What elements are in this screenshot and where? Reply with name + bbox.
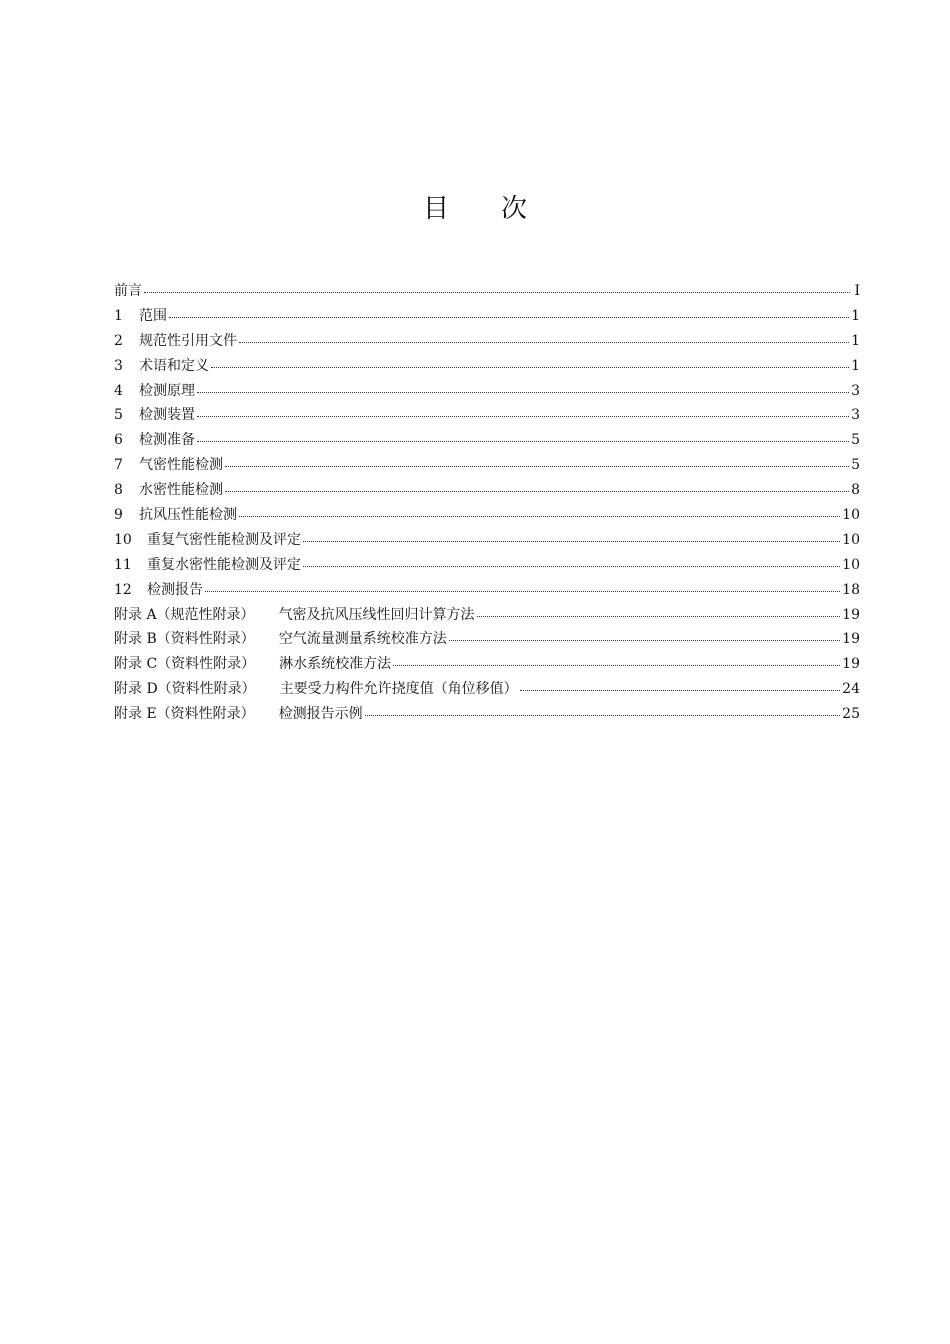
toc-entry-page-number: 10 [842,507,860,524]
toc-entry-page-number: 25 [842,706,860,723]
toc-entry[interactable] [114,354,860,379]
toc-entry-page-number: 1 [851,357,860,374]
toc-entry-leader-dots [197,405,849,419]
toc-entry-page-number: I [854,283,860,299]
toc-entry-leader-dots [205,580,840,594]
toc-entry-leader-dots [211,356,849,370]
toc-entry-page-number: 8 [851,482,860,499]
toc-entry-appendix-prefix-text: 附录 B（资料性附录） [114,631,255,648]
toc-entry-label: 重复气密性能检测及评定 [147,531,301,548]
toc-entry[interactable] [114,677,860,702]
toc-entry-leader-dots [225,480,849,494]
toc-entry[interactable] [114,478,860,503]
toc-entry-label: 检测报告示例 [278,706,363,723]
toc-entry-appendix-prefix [114,627,279,652]
toc-title [0,188,950,225]
toc-entry-page-number: 19 [842,606,860,623]
toc-entry-page-number: 1 [851,307,860,324]
toc-entry-page-number: 3 [851,407,860,424]
toc-entry-label: 规范性引用文件 [139,332,237,349]
toc-entry-page-number: 19 [842,631,860,648]
toc-entry-label: 淋水系统校准方法 [279,656,392,673]
toc-entry-label: 检测原理 [139,382,195,399]
toc-entry-page-number: 24 [842,681,860,698]
toc-entry-page-number: 19 [842,656,860,673]
toc-entry-leader-dots [239,331,849,345]
toc-entry-label: 检测装置 [139,407,195,424]
toc-entry[interactable] [114,553,860,578]
toc-entry-appendix-prefix-text: 附录 C（资料性附录） [114,656,256,673]
toc-entry-number: 6 [114,432,123,449]
toc-entry-label: 抗风压性能检测 [139,507,237,524]
toc-entry-number: 12 [114,581,132,598]
toc-entry[interactable] [114,403,860,428]
toc-entry-number: 5 [114,407,123,424]
toc-entry-leader-dots [393,654,840,668]
toc-entry-appendix-prefix [114,677,280,702]
toc-entry-label: 主要受力构件允许挠度值（角位移值） [279,681,518,698]
toc-entry-label: 气密及抗风压线性回归计算方法 [278,606,475,623]
toc-entry-leader-dots [225,455,849,469]
toc-entry-label: 术语和定义 [139,357,209,374]
toc-entry-number: 11 [114,556,132,573]
toc-entry-leader-dots [520,679,840,693]
toc-entry[interactable] [114,279,860,304]
toc-title-char-2: 次 [501,194,528,224]
toc-entry-number: 7 [114,457,123,474]
toc-entry-number: 4 [114,382,123,399]
toc-entry-appendix-prefix [114,603,279,628]
toc-entry-number: 1 [114,307,123,324]
toc-entry-number: 10 [114,531,132,548]
toc-entry[interactable] [114,379,860,404]
toc-entry[interactable] [114,578,860,603]
toc-entry-leader-dots [303,530,840,544]
toc-entry-number: 2 [114,332,123,349]
toc-entry-leader-dots [303,555,840,569]
toc-entry-label: 前言 [114,283,142,299]
toc-entry-label: 检测报告 [147,581,203,598]
toc-entry[interactable] [114,702,860,727]
toc-entry-leader-dots [197,381,849,395]
toc-entry[interactable] [114,453,860,478]
toc-entry-leader-dots [239,505,840,519]
toc-entry-label: 水密性能检测 [139,482,223,499]
toc-entry-label: 空气流量测量系统校准方法 [278,631,447,648]
toc-entry-appendix-prefix-text: 附录 D（资料性附录） [114,681,256,698]
toc-entry[interactable] [114,528,860,553]
toc-entry-label: 重复水密性能检测及评定 [147,556,301,573]
toc-entry-page-number: 10 [842,531,860,548]
toc-entry-number: 8 [114,482,123,499]
toc-entry-leader-dots [365,704,841,718]
toc-entry-label: 气密性能检测 [139,457,223,474]
toc-entry[interactable] [114,603,860,628]
toc-entry-leader-dots [197,430,849,444]
toc-entry[interactable] [114,503,860,528]
toc-list [114,279,860,727]
toc-entry-leader-dots [144,281,850,295]
toc-entry-page-number: 18 [842,581,860,598]
toc-entry-page-number: 1 [851,332,860,349]
toc-entry-page-number: 10 [842,556,860,573]
toc-entry-appendix-prefix [114,652,279,677]
toc-entry-appendix-prefix [114,702,279,727]
toc-entry-page-number: 5 [851,432,860,449]
toc-entry-leader-dots [449,629,840,643]
toc-entry[interactable] [114,652,860,677]
toc-entry[interactable] [114,329,860,354]
toc-entry-appendix-prefix-text: 附录 A（规范性附录） [114,606,255,623]
toc-entry-leader-dots [477,605,841,619]
toc-title-char-1: 目 [422,194,449,224]
toc-entry[interactable] [114,428,860,453]
toc-entry-number: 3 [114,357,123,374]
toc-entry-label: 检测准备 [139,432,195,449]
toc-entry[interactable] [114,304,860,329]
toc-entry-page-number: 5 [851,457,860,474]
toc-entry-leader-dots [169,306,849,320]
toc-entry-page-number: 3 [851,382,860,399]
toc-entry-label: 范围 [139,307,167,324]
toc-entry[interactable] [114,627,860,652]
toc-entry-appendix-prefix-text: 附录 E（资料性附录） [114,706,255,723]
toc-entry-number: 9 [114,507,123,524]
